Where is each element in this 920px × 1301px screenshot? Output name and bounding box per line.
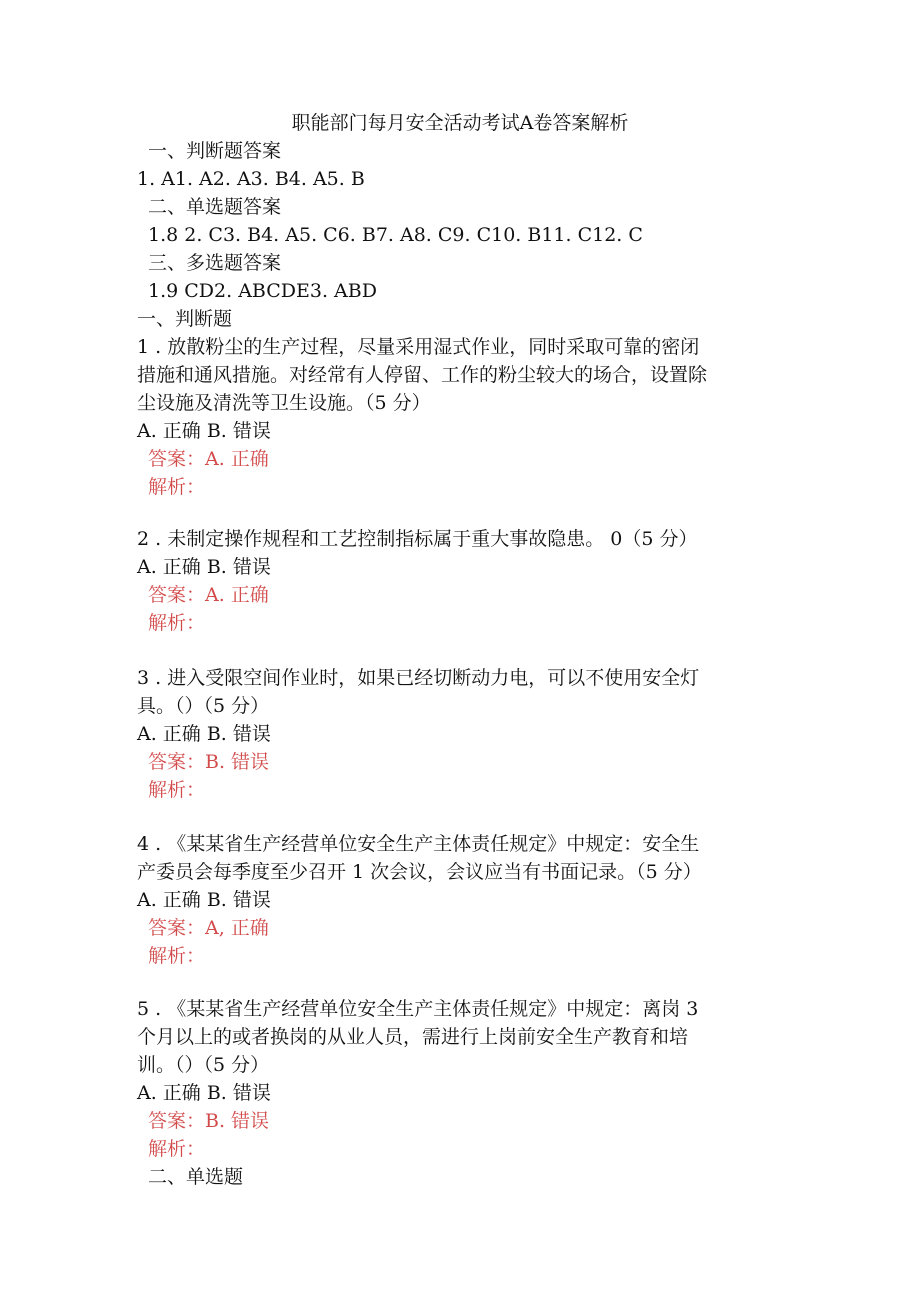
multi-answers-heading: 三、多选题答案	[148, 252, 282, 274]
question-1-answer: 答案：A. 正确	[148, 448, 269, 470]
question-4-answer: 答案：A, 正确	[148, 917, 269, 939]
question-3-text-line: 具。（）（5 分）	[137, 695, 270, 717]
question-4-options: A. 正确 B. 错误	[137, 889, 271, 911]
judge-answers-heading: 一、判断题答案	[148, 140, 282, 162]
question-1-text-line: 1 . 放散粉尘的生产过程，尽量采用湿式作业，同时采取可靠的密闭	[137, 336, 700, 358]
question-4-analysis: 解析：	[148, 945, 206, 967]
question-5-answer: 答案：B. 错误	[148, 1110, 270, 1132]
judge-answers-line: 1. A1. A2. A3. B4. A5. B	[137, 168, 365, 190]
question-3-options: A. 正确 B. 错误	[137, 723, 271, 745]
question-2-options: A. 正确 B. 错误	[137, 556, 271, 578]
section-heading-single: 二、单选题	[148, 1166, 244, 1188]
question-1-analysis: 解析：	[148, 476, 206, 498]
page-title: 职能部门每月安全活动考试A卷答案解析	[291, 112, 629, 134]
question-5-analysis: 解析：	[148, 1138, 206, 1160]
question-5-options: A. 正确 B. 错误	[137, 1082, 271, 1104]
section-heading-judge: 一、判断题	[137, 308, 233, 330]
question-5-text-line: 个月以上的或者换岗的从业人员，需进行上岗前安全生产教育和培	[137, 1026, 689, 1048]
multi-answers-line: 1.9 CD2. ABCDE3. ABD	[148, 280, 377, 302]
question-5-text-line: 训。（）（5 分）	[137, 1054, 270, 1076]
question-1-text-line: 措施和通风措施。对经常有人停留、工作的粉尘较大的场合，设置除	[137, 364, 708, 386]
question-4-text-line: 4 . 《某某省生产经营单位安全生产主体责任规定》中规定：安全生	[137, 833, 700, 855]
single-answers-line: 1.8 2. C3. B4. A5. C6. B7. A8. C9. C10. B11. C12. C	[148, 224, 643, 246]
question-1-options: A. 正确 B. 错误	[137, 420, 271, 442]
question-2-text-line: 2 . 未制定操作规程和工艺控制指标属于重大事故隐患。 0（5 分）	[137, 528, 698, 550]
question-4-text-line: 产委员会每季度至少召开 1 次会议，会议应当有书面记录。（5 分）	[137, 861, 702, 883]
question-2-answer: 答案：A. 正确	[148, 584, 269, 606]
question-1-text-line: 尘设施及清洗等卫生设施。（5 分）	[137, 392, 431, 414]
question-3-answer: 答案：B. 错误	[148, 751, 270, 773]
question-3-analysis: 解析：	[148, 779, 206, 801]
question-2-analysis: 解析：	[148, 612, 206, 634]
single-answers-heading: 二、单选题答案	[148, 196, 282, 218]
question-3-text-line: 3 . 进入受限空间作业时，如果已经切断动力电，可以不使用安全灯	[137, 667, 700, 689]
question-5-text-line: 5 . 《某某省生产经营单位安全生产主体责任规定》中规定：离岗 3	[137, 998, 699, 1020]
